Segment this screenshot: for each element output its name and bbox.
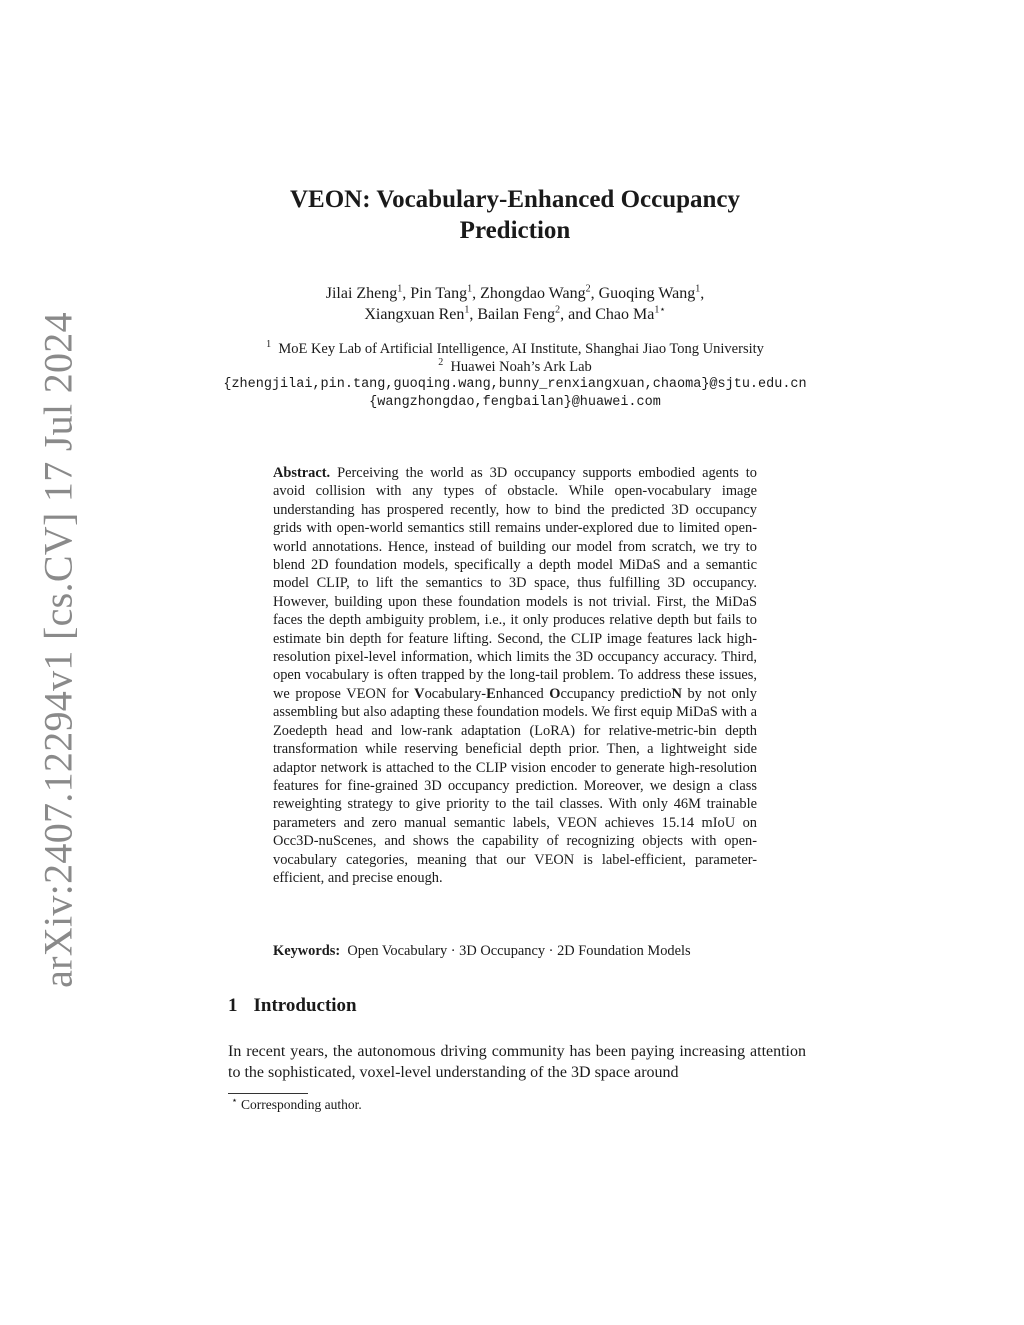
author-name: Guoqing Wang [598, 285, 696, 302]
abstract-text-2: by not only assembling but also adapting these foundation models. We first equip MiDaS with a Zoedepth head and low-rank adaptation (LoRA) for relative-metric-bin depth transformation while reserving beneficial depth prior. Then, a lightweight side adaptor network is attached to the CLIP vision encoder to generate high-resolution features for fine-grained 3D occupancy prediction. Moreover, we design a class reweighting strategy to give priority to the tail classes. With only 46M trainable parameters and zero manual semantic labels, VEON achieves 15.14 mIoU on Occ3D-nuScenes, and shows the capability of recognizing objects with open-vocabulary categories, meaning that our VEON is label-efficient, parameter-efficient, and precise enough. [273, 685, 758, 886]
author-name: Chao Ma [595, 306, 655, 323]
paper-title [230, 184, 800, 246]
author-name: Jilai Zheng [325, 285, 398, 302]
footnote-mark: ⋆ [231, 1095, 238, 1107]
author-mark: 1 [397, 283, 403, 295]
author-name: Xiangxuan Ren [364, 306, 465, 323]
author-mark: 1⋆ [654, 304, 666, 316]
keywords: Keywords: Open Vocabulary · 3D Occupancy · 2D Foundation Models [273, 943, 691, 959]
title-line-2: Prediction [459, 217, 571, 244]
keyword: 3D Occupancy [459, 943, 546, 959]
affiliation-1: $^1$ MoE Key Lab of Artificial Intelligence, AI Institute, Shanghai Jiao Tong University [266, 339, 764, 357]
author-mark: 1 [695, 283, 701, 295]
footnote-rule [228, 1093, 308, 1094]
author-name: Zhongdao Wang [480, 285, 586, 302]
abstract-label: Abstract. [273, 465, 331, 481]
keyword: 2D Foundation Models [557, 943, 691, 959]
author-list: Jilai Zheng$^1$, Pin Tang$^1$, Zhongdao Wang$^2$, Guoqing Wang$^1$, Xiangxuan Ren$^1$, Bailan Feng$^2$, and Chao $Ma^{1⋆}$ [325, 283, 705, 323]
affiliation-2: $^2$ Huawei Noah’s Ark Lab [438, 357, 592, 375]
author-name: Pin Tang [410, 285, 468, 302]
author-mark: 1 [464, 304, 470, 316]
author-mark: 1 [467, 283, 473, 295]
author-name: Bailan Feng [477, 306, 556, 323]
keywords-label: Keywords: [273, 943, 341, 959]
section-heading [228, 995, 357, 1017]
section-title: Introduction [253, 995, 357, 1016]
intro-paragraph: In recent years, the autonomous driving community has been paying increasing attention to the sophisticated, voxel-level understanding of the 3D space around [228, 1043, 806, 1081]
abstract-text-1: Perceiving the world as 3D occupancy supports embodied agents to avoid collision with any types of obstacle. While open-vocabulary image understanding has prospered recently, how to bind the predicted 3D occupancy grids with open-world semantics still remains under-explored due to limited open-world annotations. Hence, instead of building our model from scratch, we try to blend 2D foundation models, specifically a depth model MiDaS and a semantic model CLIP, to lift the semantics to 3D space, thus fulfilling 3D occupancy. However, building upon these foundation models is not trivial. First, the MiDaS faces the depth ambiguity problem, i.e., it only produces relative depth but fails to estimate bin depth for feature lifting. Second, the CLIP image features lack high-resolution pixel-level information, which limits the 3D occupancy accuracy. Third, open vocabulary is often trapped by the long-tail problem. To address these issues, we propose VEON for [273, 465, 757, 702]
author-mark: 2 [585, 283, 591, 295]
title-line-1: VEON: Vocabulary-Enhanced Occupancy [289, 186, 741, 213]
arxiv-identifier: arXiv:2407.12294v1 [cs.CV] 17 Jul 2024 [35, 312, 81, 988]
email-sjtu: {zhengjilai,pin.tang,guoqing.wang,bunny_renxiangxuan,chaoma}@sjtu.edu.cn [223, 377, 807, 392]
keyword: Open Vocabulary [347, 943, 448, 959]
affiliations [180, 340, 850, 412]
footnote-text: Corresponding author. [241, 1097, 362, 1112]
abstract: Abstract. Perceiving the world as 3D occupancy supports embodied agents to avoid collision with any types of obstacle. While open-vocabulary image understanding has prospered recently, how to bind the predicted 3D occupancy grids with open-world semantics still remains under-explored due to limited open-world annotations. Hence, instead of building our model from scratch, we try to blend 2D foundation models, specifically a depth model MiDaS and a semantic model CLIP, to lift the semantics to 3D space, thus fulfilling 3D occupancy. However, building upon these foundation models is not trivial. First, the MiDaS faces the depth ambiguity problem, i.e., it only produces relative depth but fails to estimate bin depth for feature lifting. Second, the CLIP image features lack high-resolution pixel-level information, which limits the 3D occupancy accuracy. Third, open vocabulary is often trapped by the long-tail problem. To address these issues, we propose VEON for Vocabulary-Enhanced Occupancy predictioN by not only assembling but also adapting these foundation models. We first equip MiDaS with a Zoedepth head and low-rank adaptation (LoRA) for relative-metric-bin depth transformation while reserving beneficial depth prior. Then, a lightweight side adaptor network is attached to the CLIP vision encoder to generate high-resolution features for fine-grained 3D occupancy prediction. Moreover, we design a class reweighting strategy to give priority to the tail classes. With only 46M trainable parameters and zero manual semantic labels, VEON achieves 15.14 mIoU on Occ3D-nuScenes, and shows the capability of recognizing objects with open-vocabulary categories, meaning that our VEON is label-efficient, parameter-efficient, and precise enough. [273, 465, 758, 886]
footnote [228, 1096, 362, 1113]
section-number: 1 [228, 995, 238, 1016]
email-huawei: {wangzhongdao,fengbailan}@huawei.com [369, 395, 661, 410]
author-mark: 2 [555, 304, 561, 316]
